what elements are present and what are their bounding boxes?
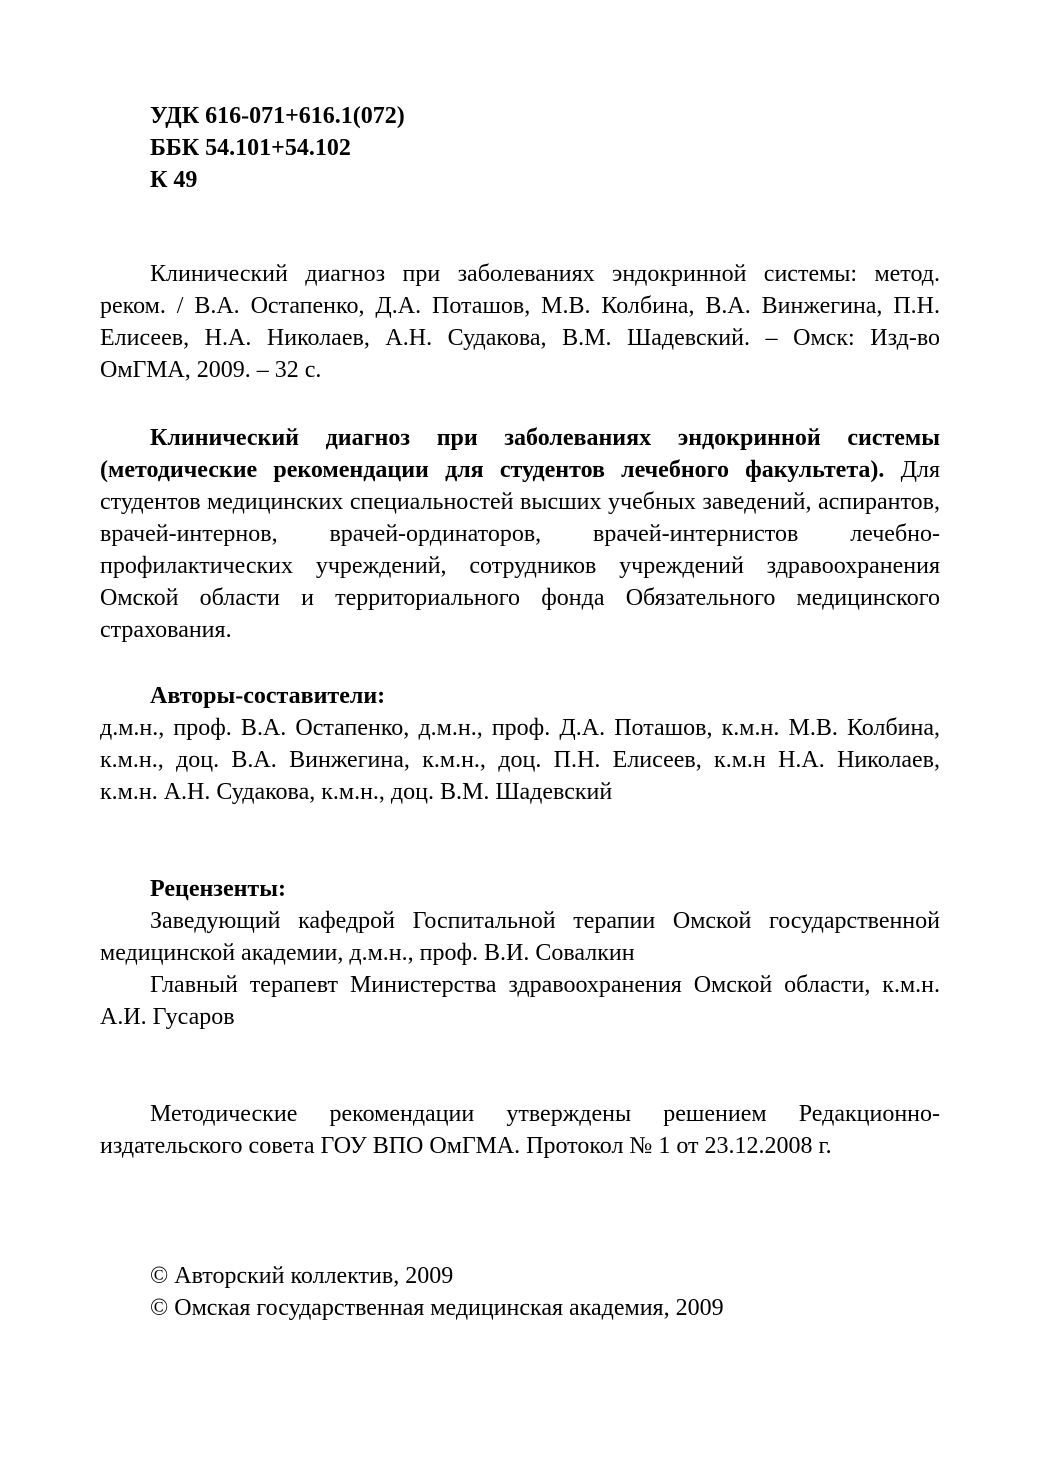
- bbk-code: ББК 54.101+54.102: [150, 135, 351, 161]
- copyright-line: © Омская государственная медицинская академия, 2009: [150, 1295, 724, 1321]
- reviewer-item: Главный терапевт Министерства здравоохранения Омской области, к.м.н. А.И. Гусаров: [100, 972, 940, 1030]
- authors-list: д.м.н., проф. В.А. Остапенко, д.м.н., проф. Д.А. Поташов, к.м.н. М.В. Колбина, к.м.н., доц. В.А. Винжегина, к.м.н., доц. П.Н. Елисеев, к.м.н Н.А. Николаев, к.м.н. А.Н. Судакова, к.м.н., доц. В.М. Шадевский: [100, 715, 940, 805]
- annotation: [100, 422, 940, 646]
- author-mark: К 49: [150, 167, 198, 193]
- annotation-text: Для студентов медицинских специальностей высших учебных заведений, аспирантов, врачей-интернов, врачей-ординаторов, врачей-интернистов лечебно-профилактических учреждений, сотрудников учреждений здравоохранения Омской области и территориального фонда Обязательного медицинского страхования.: [100, 457, 940, 643]
- udk-code: УДК 616-071+616.1(072): [150, 103, 405, 129]
- copyright-section: [150, 1260, 724, 1324]
- approval-note: Методические рекомендации утверждены решением Редакционно-издательского совета ГОУ ВПО ОмГМА. Протокол № 1 от 23.12.2008 г.: [100, 1101, 940, 1159]
- document-page: [100, 0, 940, 1471]
- reviewers-heading: Рецензенты:: [150, 876, 286, 902]
- reviewer-item: Заведующий кафедрой Госпитальной терапии Омской государственной медицинской академии, д.м.н., проф. В.И. Совалкин: [100, 908, 940, 966]
- bibliographic-record: Клинический диагноз при заболеваниях эндокринной системы: метод. реком. / В.А. Остапенко, Д.А. Поташов, М.В. Колбина, В.А. Винжегина, П.Н. Елисеев, Н.А. Николаев, А.Н. Судакова, В.М. Шадевский. – Омск: Изд-во ОмГМА, 2009. – 32 с.: [100, 261, 940, 383]
- annotation-title: Клинический диагноз при заболеваниях эндокринной системы (методические рекомендации для студентов лечебного факультета).: [100, 425, 940, 483]
- reviewers-section: [100, 873, 940, 1033]
- copyright-line: © Авторский коллектив, 2009: [150, 1263, 454, 1289]
- classification-codes: [150, 100, 405, 196]
- authors-section: [100, 680, 940, 808]
- authors-heading: Авторы-составители:: [150, 683, 386, 709]
